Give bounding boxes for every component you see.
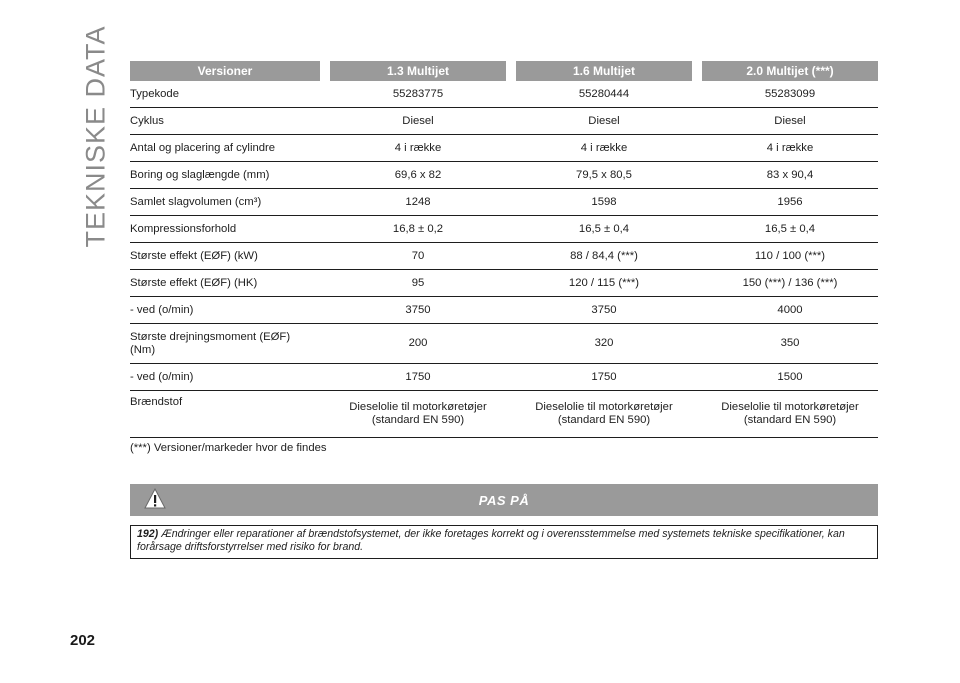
row-label: Brændstof — [130, 391, 320, 438]
table-cell: 4 i række — [702, 135, 878, 162]
section-title-text: TEKNISKE DATA — [80, 24, 111, 248]
warning-title: PAS PÅ — [478, 492, 530, 508]
row-label: Boring og slaglængde (mm) — [130, 162, 320, 189]
table-cell: 4 i række — [516, 135, 692, 162]
table-cell: Dieselolie til motorkøretøjer (standard EN 590) — [702, 391, 878, 438]
warning-number: 192) — [137, 528, 159, 540]
table-row — [130, 270, 878, 297]
table-footnote: (***) Versioner/markeder hvor de findes — [130, 442, 327, 454]
warning-box — [130, 525, 878, 559]
row-label: Kompressionsforhold — [130, 216, 320, 243]
table-cell: 55283775 — [330, 81, 506, 108]
table-cell: 79,5 x 80,5 — [516, 162, 692, 189]
header-1-3-multijet: 1.3 Multijet — [330, 61, 506, 81]
warning-text-block — [137, 528, 871, 554]
table-cell: Dieselolie til motorkøretøjer (standard EN 590) — [516, 391, 692, 438]
table-cell: 1248 — [330, 189, 506, 216]
table-cell: 1598 — [516, 189, 692, 216]
table-cell: 88 / 84,4 (***) — [516, 243, 692, 270]
table-row — [130, 216, 878, 243]
row-label: Største drejningsmoment (EØF) (Nm) — [130, 324, 320, 364]
row-label: Største effekt (EØF) (HK) — [130, 270, 320, 297]
table-row — [130, 364, 878, 391]
table-cell: Diesel — [516, 108, 692, 135]
table-cell: 83 x 90,4 — [702, 162, 878, 189]
table-cell: 69,6 x 82 — [330, 162, 506, 189]
table-cell: 1750 — [516, 364, 692, 391]
header-2-0-multijet: 2.0 Multijet (***) — [702, 61, 878, 81]
table-row — [130, 391, 878, 438]
row-label: Samlet slagvolumen (cm³) — [130, 189, 320, 216]
header-1-6-multijet: 1.6 Multijet — [516, 61, 692, 81]
table-row — [130, 297, 878, 324]
table-cell: Diesel — [702, 108, 878, 135]
table-cell: 200 — [330, 324, 506, 364]
row-label: - ved (o/min) — [130, 364, 320, 391]
table-cell: Dieselolie til motorkøretøjer (standard EN 590) — [330, 391, 506, 438]
table-cell: 55280444 — [516, 81, 692, 108]
table-row — [130, 81, 878, 108]
warning-header — [130, 484, 878, 516]
table-row — [130, 108, 878, 135]
row-label: Antal og placering af cylindre — [130, 135, 320, 162]
table-cell: 3750 — [516, 297, 692, 324]
warning-triangle-icon — [144, 488, 166, 510]
table-cell: 1750 — [330, 364, 506, 391]
table-row — [130, 189, 878, 216]
table-cell: 16,5 ± 0,4 — [702, 216, 878, 243]
table-header-row — [130, 61, 878, 81]
header-versions: Versioner — [130, 61, 320, 81]
table-cell: 4000 — [702, 297, 878, 324]
table-row — [130, 135, 878, 162]
table-cell: 95 — [330, 270, 506, 297]
table-row — [130, 162, 878, 189]
table-cell: 16,5 ± 0,4 — [516, 216, 692, 243]
engine-specs-table — [130, 61, 878, 438]
table-cell: 110 / 100 (***) — [702, 243, 878, 270]
table-cell: 4 i række — [330, 135, 506, 162]
table-cell: 320 — [516, 324, 692, 364]
table-row — [130, 243, 878, 270]
table-row — [130, 324, 878, 364]
warning-text: Ændringer eller reparationer af brændstofsystemet, der ikke foretages korrekt og i overensstemmelse med systemets tekniske specifikationer, kan forårsage driftsforstyrrelser med risiko for brand. — [137, 528, 845, 553]
table-cell: 16,8 ± 0,2 — [330, 216, 506, 243]
table-cell: Diesel — [330, 108, 506, 135]
row-label: - ved (o/min) — [130, 297, 320, 324]
table-cell: 1500 — [702, 364, 878, 391]
row-label: Cyklus — [130, 108, 320, 135]
table-cell: 150 (***) / 136 (***) — [702, 270, 878, 297]
table-cell: 350 — [702, 324, 878, 364]
table-cell: 55283099 — [702, 81, 878, 108]
table-cell: 3750 — [330, 297, 506, 324]
table-cell: 1956 — [702, 189, 878, 216]
table-cell: 70 — [330, 243, 506, 270]
row-label: Typekode — [130, 81, 320, 108]
page-number: 202 — [70, 632, 96, 649]
section-title — [72, 24, 120, 248]
row-label: Største effekt (EØF) (kW) — [130, 243, 320, 270]
table-cell: 120 / 115 (***) — [516, 270, 692, 297]
